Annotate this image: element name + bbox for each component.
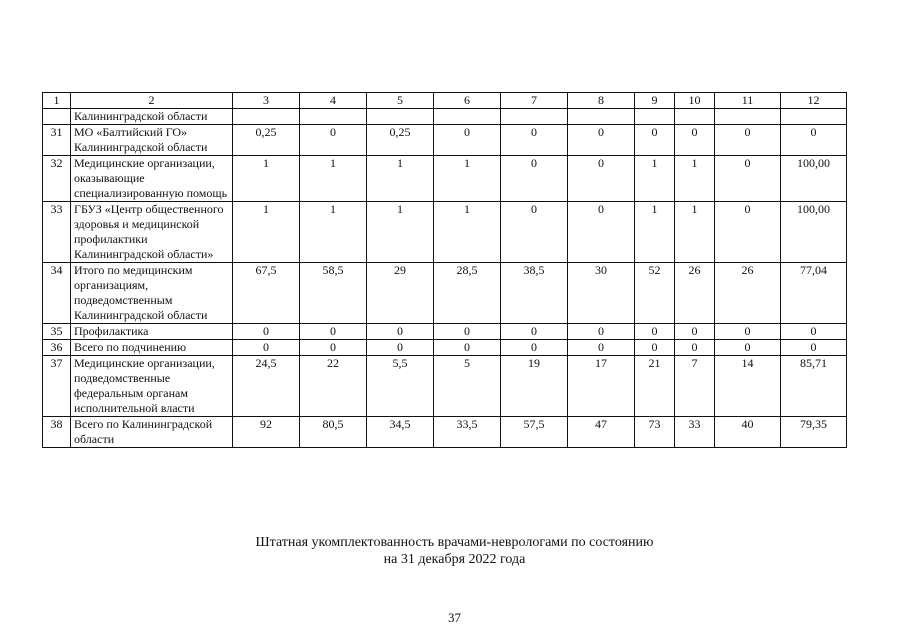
value-cell: 0: [715, 125, 781, 156]
section-title-line: Штатная укомплектованность врачами-неврологами по состоянию: [255, 535, 654, 550]
empty-cell: [781, 109, 847, 125]
value-cell: 0: [367, 340, 434, 356]
value-cell: 26: [675, 263, 715, 324]
table-row: [43, 156, 847, 202]
value-cell: 1: [434, 202, 501, 263]
value-cell: 0: [367, 324, 434, 340]
value-cell: 21: [635, 356, 675, 417]
value-cell: 73: [635, 417, 675, 448]
value-cell: 28,5: [434, 263, 501, 324]
header-cell: 7: [501, 93, 568, 109]
value-cell: 79,35: [781, 417, 847, 448]
value-cell: 0: [568, 340, 635, 356]
value-cell: 92: [233, 417, 300, 448]
header-cell: 1: [43, 93, 71, 109]
value-cell: 0: [434, 324, 501, 340]
header-cell: 12: [781, 93, 847, 109]
row-index-cell: 32: [43, 156, 71, 202]
value-cell: 1: [367, 202, 434, 263]
value-cell: 0: [501, 202, 568, 263]
value-cell: 0: [715, 202, 781, 263]
empty-cell: [568, 109, 635, 125]
row-index-cell: [43, 109, 71, 125]
row-index-cell: 36: [43, 340, 71, 356]
value-cell: 0: [300, 340, 367, 356]
value-cell: 57,5: [501, 417, 568, 448]
value-cell: 30: [568, 263, 635, 324]
value-cell: 0: [675, 340, 715, 356]
table-row: [43, 340, 847, 356]
value-cell: 33: [675, 417, 715, 448]
header-cell: 3: [233, 93, 300, 109]
value-cell: 0: [781, 125, 847, 156]
empty-cell: [300, 109, 367, 125]
value-cell: 38,5: [501, 263, 568, 324]
value-cell: 0: [568, 324, 635, 340]
value-cell: 0: [434, 340, 501, 356]
empty-cell: [367, 109, 434, 125]
row-index-cell: 38: [43, 417, 71, 448]
row-name-cell: МО «Балтийский ГО» Калининградской области: [71, 125, 233, 156]
header-cell: 9: [635, 93, 675, 109]
value-cell: 0,25: [233, 125, 300, 156]
header-cell: 2: [71, 93, 233, 109]
header-cell: 11: [715, 93, 781, 109]
value-cell: 40: [715, 417, 781, 448]
value-cell: 58,5: [300, 263, 367, 324]
value-cell: 0: [675, 125, 715, 156]
table-row: [43, 324, 847, 340]
value-cell: 0: [233, 324, 300, 340]
value-cell: 80,5: [300, 417, 367, 448]
header-cell: 5: [367, 93, 434, 109]
value-cell: 0: [434, 125, 501, 156]
value-cell: 1: [635, 202, 675, 263]
value-cell: 0: [568, 156, 635, 202]
row-index-cell: 31: [43, 125, 71, 156]
value-cell: 7: [675, 356, 715, 417]
value-cell: 1: [300, 156, 367, 202]
staffing-table: [42, 92, 847, 448]
value-cell: 100,00: [781, 156, 847, 202]
table-header-row: [43, 93, 847, 109]
value-cell: 29: [367, 263, 434, 324]
value-cell: 24,5: [233, 356, 300, 417]
value-cell: 0: [568, 202, 635, 263]
value-cell: 17: [568, 356, 635, 417]
value-cell: 47: [568, 417, 635, 448]
empty-cell: [434, 109, 501, 125]
value-cell: 0: [501, 340, 568, 356]
value-cell: 1: [434, 156, 501, 202]
table-row: [43, 202, 847, 263]
header-cell: 4: [300, 93, 367, 109]
value-cell: 0: [675, 324, 715, 340]
empty-cell: [501, 109, 568, 125]
row-name-cell: Профилактика: [71, 324, 233, 340]
empty-cell: [233, 109, 300, 125]
section-title-line: на 31 декабря 2022 года: [383, 552, 526, 567]
value-cell: 0: [635, 324, 675, 340]
value-cell: 52: [635, 263, 675, 324]
empty-cell: [675, 109, 715, 125]
value-cell: 0: [300, 324, 367, 340]
value-cell: 5,5: [367, 356, 434, 417]
value-cell: 0: [635, 340, 675, 356]
section-title: [0, 534, 909, 568]
value-cell: 34,5: [367, 417, 434, 448]
row-index-cell: 34: [43, 263, 71, 324]
value-cell: 1: [300, 202, 367, 263]
table-row-continuation: [43, 109, 847, 125]
table-row: [43, 417, 847, 448]
value-cell: 22: [300, 356, 367, 417]
row-name-cell: Всего по подчинению: [71, 340, 233, 356]
value-cell: 1: [233, 156, 300, 202]
value-cell: 67,5: [233, 263, 300, 324]
table-row: [43, 125, 847, 156]
value-cell: 0: [781, 324, 847, 340]
value-cell: 1: [675, 156, 715, 202]
value-cell: 0: [781, 340, 847, 356]
value-cell: 0: [715, 340, 781, 356]
table-row: [43, 263, 847, 324]
row-index-cell: 33: [43, 202, 71, 263]
value-cell: 1: [233, 202, 300, 263]
row-name-cell: Калининградской области: [71, 109, 233, 125]
header-cell: 8: [568, 93, 635, 109]
empty-cell: [715, 109, 781, 125]
value-cell: 33,5: [434, 417, 501, 448]
value-cell: 1: [675, 202, 715, 263]
value-cell: 77,04: [781, 263, 847, 324]
empty-cell: [635, 109, 675, 125]
page-number: 37: [448, 610, 461, 625]
value-cell: 0,25: [367, 125, 434, 156]
row-name-cell: Медицинские организации, оказывающие специализированную помощь: [71, 156, 233, 202]
value-cell: 0: [715, 324, 781, 340]
value-cell: 0: [233, 340, 300, 356]
row-name-cell: Итого по медицинским организациям, подведомственным Калининградской области: [71, 263, 233, 324]
value-cell: 1: [367, 156, 434, 202]
value-cell: 1: [635, 156, 675, 202]
value-cell: 26: [715, 263, 781, 324]
value-cell: 0: [501, 125, 568, 156]
table-body: [43, 125, 847, 448]
row-name-cell: Всего по Калининградской области: [71, 417, 233, 448]
header-cell: 6: [434, 93, 501, 109]
value-cell: 0: [300, 125, 367, 156]
value-cell: 14: [715, 356, 781, 417]
value-cell: 0: [568, 125, 635, 156]
table-row: [43, 356, 847, 417]
value-cell: 85,71: [781, 356, 847, 417]
value-cell: 19: [501, 356, 568, 417]
value-cell: 0: [715, 156, 781, 202]
header-cell: 10: [675, 93, 715, 109]
value-cell: 5: [434, 356, 501, 417]
value-cell: 0: [501, 324, 568, 340]
row-index-cell: 35: [43, 324, 71, 340]
row-name-cell: ГБУЗ «Центр общественного здоровья и медицинской профилактики Калининградской области»: [71, 202, 233, 263]
value-cell: 100,00: [781, 202, 847, 263]
row-index-cell: 37: [43, 356, 71, 417]
value-cell: 0: [501, 156, 568, 202]
value-cell: 0: [635, 125, 675, 156]
row-name-cell: Медицинские организации, подведомственные федеральным органам исполнительной власти: [71, 356, 233, 417]
